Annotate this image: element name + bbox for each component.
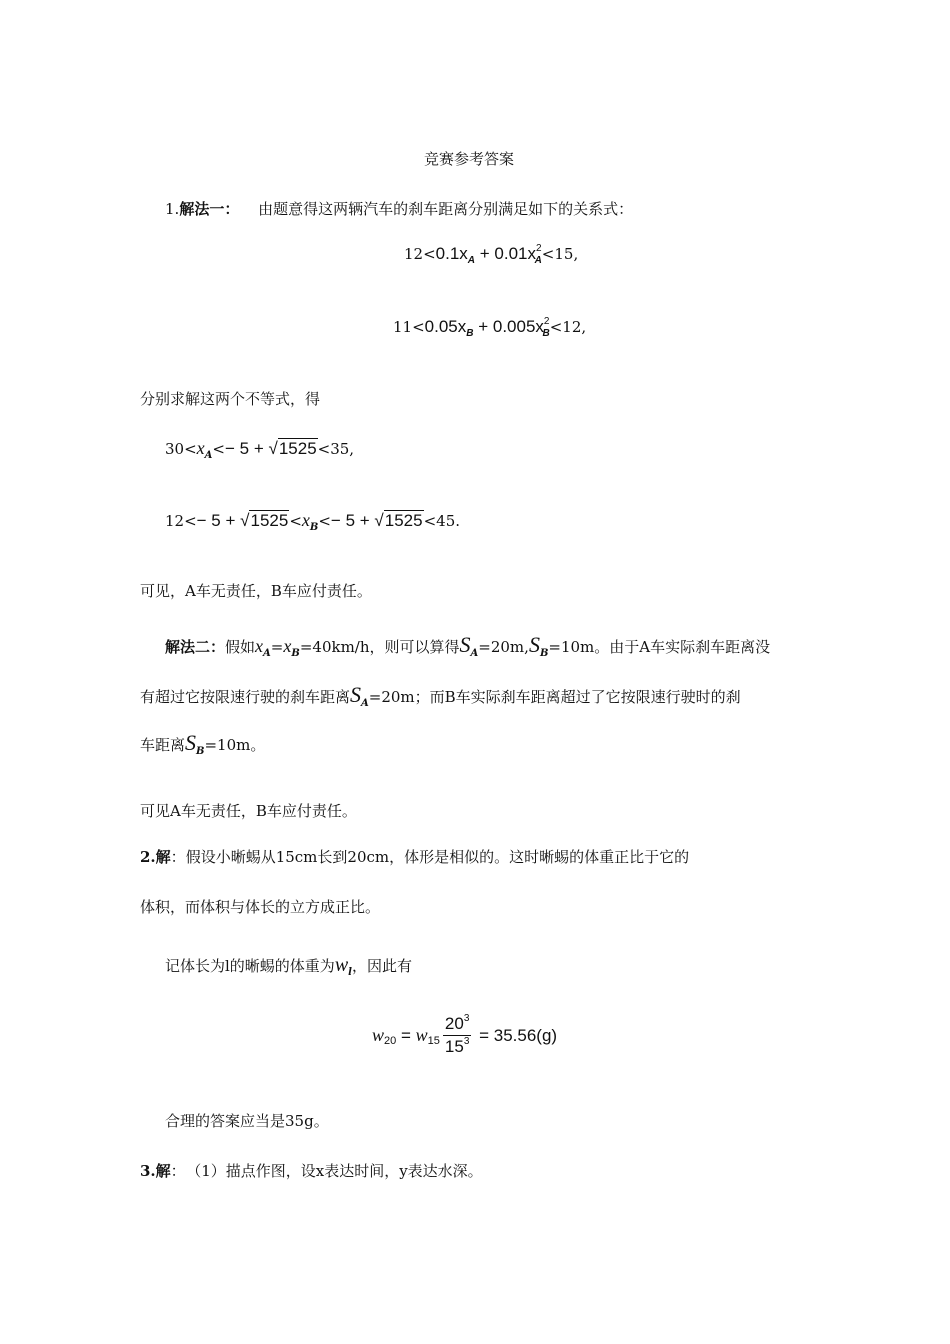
q2-line2: 体积，而体积与体长的立方成正比。	[140, 898, 381, 916]
ineq-a-left: 12<	[404, 245, 436, 263]
q3-line1: 3.解： （1）描点作图，设x表达时间，y表达水深。	[140, 1162, 483, 1180]
q3-label: 3.解	[140, 1162, 171, 1180]
method2-line3: 车距离$S_B=10m$。	[140, 730, 266, 757]
q2-line1: 2.解：假设小晰蜴从15cm长到20cm，体形是相似的。这时晰蜴的体重正比于它的	[140, 848, 690, 866]
solution-b: $12<- 5 + √1525<x_B<- 5 + √1525<45$.	[165, 510, 461, 533]
q2-label: 2.解	[140, 848, 171, 866]
ineq-b-right: <12,	[549, 318, 587, 336]
page-title: 竞赛参考答案	[424, 150, 515, 168]
method2-label: 解法二：	[165, 638, 226, 656]
solution-a: $30<x_A<- 5 + √1525<35$,	[165, 438, 355, 461]
q2-line3: 记体长为l的晰蜴的体重为$w_l$，因此有	[165, 954, 412, 978]
conclusion-2: 可见A车无责任，B车应付责任。	[140, 802, 357, 820]
ineq-a-expr: $0.1x_A + 0.01x^2_A$	[435, 243, 542, 266]
method1-label: 解法一：	[179, 200, 240, 218]
ineq-b-expr: $0.05x_B + 0.005x^2_B$	[424, 316, 550, 339]
inequality-a	[404, 244, 578, 264]
q1-intro	[165, 198, 633, 219]
method2-line1: 解法二：假如$x_A=x_B=40km/h$，则可以算得$S_A=20m,S_B=10m$。由于A车实际刹车距离没	[165, 632, 771, 659]
inequality-b	[393, 317, 586, 337]
ineq-b-left: 11<	[393, 318, 425, 336]
fraction: $\frac{20^3}{15^3}$	[444, 1013, 470, 1056]
ineq-a-right: <15,	[541, 245, 579, 263]
q2-answer: 合理的答案应当是35g。	[165, 1112, 329, 1130]
solve-text: 分别求解这两个不等式，得	[140, 390, 321, 408]
conclusion-1: 可见，A车无责任，B车应付责任。	[140, 582, 372, 600]
q1-intro-text: 由题意得这两辆汽车的刹车距离分别满足如下的关系式：	[258, 200, 634, 218]
method2-line2: 有超过它按限速行驶的刹车距离$S_A=20m$；而B车实际刹车距离超过了它按限速行驶时的刹	[140, 682, 741, 709]
q2-equation: w 20 = w 15 $\frac{20^3}{15^3}$ = 35.56(g)	[372, 1013, 558, 1056]
q1-number: 1.	[165, 200, 180, 218]
